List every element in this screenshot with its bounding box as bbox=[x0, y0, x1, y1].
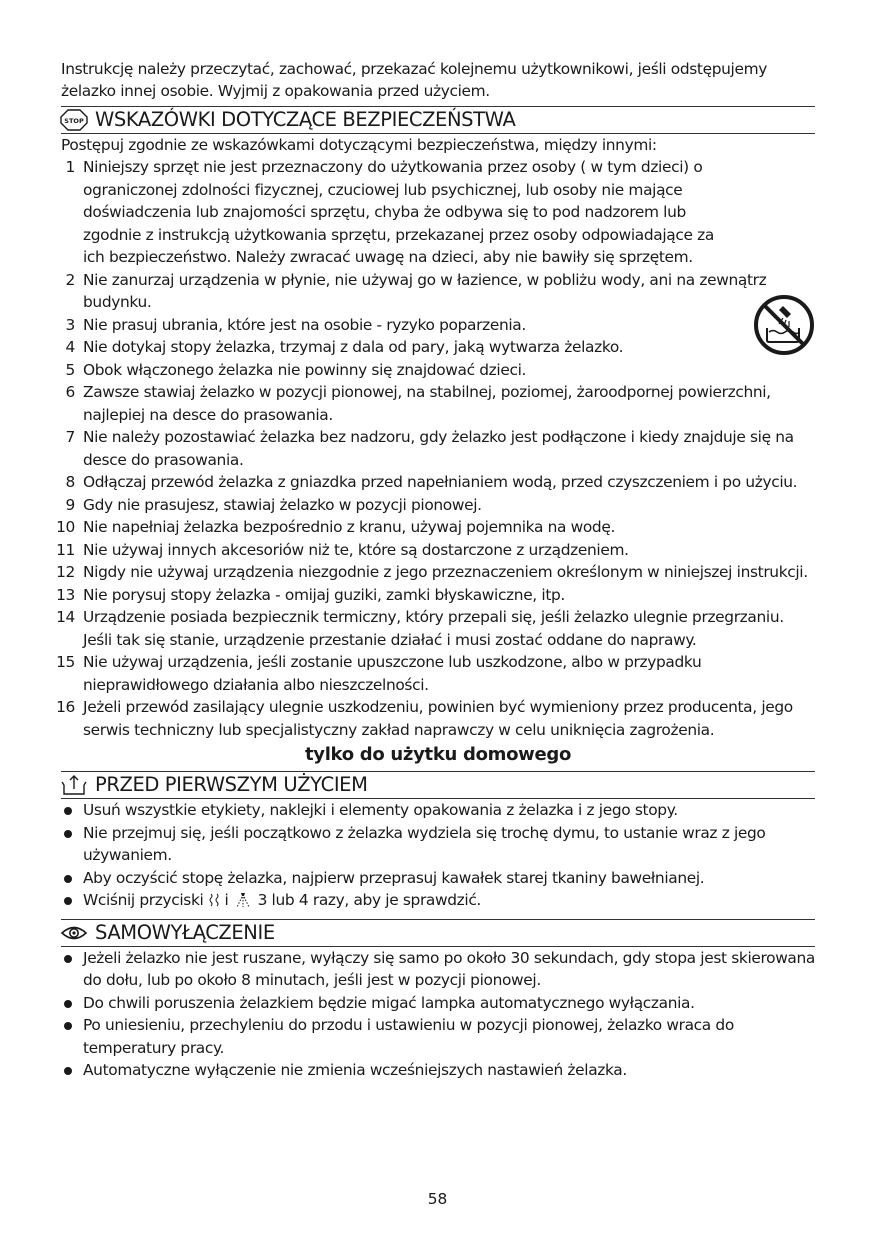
list-item: Aby oczyścić stopę żelazka, najpierw przeprasuj kawałek starej tkaniny bawełnianej. bbox=[61, 867, 815, 890]
auto-off-section-header bbox=[61, 919, 815, 947]
list-item: 9 Gdy nie prasujesz, stawiaj żelazko w pozycji pionowej. bbox=[65, 495, 482, 514]
safety-section-header bbox=[61, 106, 815, 134]
list-item: Usuń wszystkie etykiety, naklejki i elementy opakowania z żelazka i z jego stopy. bbox=[61, 799, 815, 822]
auto-off-list bbox=[61, 947, 815, 1082]
list-item: 11 Nie używaj innych akcesoriów niż te, które są dostarczone z urządzeniem. bbox=[56, 540, 629, 559]
eye-icon bbox=[59, 922, 89, 944]
list-item: Po uniesieniu, przechyleniu do przodu i ustawieniu w pozycji pionowej, żelazko wraca do temperatury pracy. bbox=[61, 1014, 815, 1059]
list-item: 7 Nie należy pozostawiać żelazka bez nadzoru, gdy żelazko jest podłączone i kiedy znajduje się na desce do prasowania. bbox=[65, 428, 794, 469]
list-item: 2 Nie zanurzaj urządzenia w płynie, nie używaj go w łazience, w pobliżu wody, ani na zewnątrz budynku. bbox=[65, 270, 767, 311]
list-item: Jeżeli żelazko nie jest ruszane, wyłączy się samo po około 30 sekundach, gdy stopa jest skierowana do dołu, lub po około 8 minutach, jeśli jest w pozycji pionowej. bbox=[61, 947, 815, 992]
spray-button-icon bbox=[233, 892, 253, 915]
list-item: Nie przejmuj się, jeśli początkowo z żelazka wydziela się trochę dymu, to ustanie wraz z jego używaniem. bbox=[61, 822, 815, 867]
list-item: 3 Nie prasuj ubrania, które jest na osobie - ryzyko poparzenia. bbox=[65, 315, 526, 334]
list-item: 5 Obok włączonego żelazka nie powinny się znajdować dzieci. bbox=[65, 360, 527, 379]
first-use-list bbox=[61, 799, 815, 915]
unpack-box-icon bbox=[59, 774, 89, 796]
intro-text: Instrukcję należy przeczytać, zachować, przekazać kolejnemu użytkownikowi, jeśli odstępujemy żelazko innej osobie. Wyjmij z opakowania przed użyciem. bbox=[61, 60, 767, 100]
list-item: Automatyczne wyłączenie nie zmienia wcześniejszych nastawień żelazka. bbox=[61, 1059, 815, 1082]
steam-button-icon bbox=[208, 892, 220, 915]
svg-text:STOP: STOP bbox=[64, 117, 84, 125]
safety-intro: Postępuj zgodnie ze wskazówkami dotyczącymi bezpieczeństwa, między innymi: bbox=[61, 136, 657, 154]
list-item: 12 Nigdy nie używaj urządzenia niezgodnie z jego przeznaczeniem określonym w niniejszej instrukcji. bbox=[56, 563, 808, 581]
list-item: 4 Nie dotykaj stopy żelazka, trzymaj z dala od pary, jaką wytwarza żelazko. bbox=[65, 338, 624, 356]
safety-list bbox=[56, 156, 815, 741]
list-item: 13 Nie porysuj stopy żelazka - omijaj guziki, zamki błyskawiczne, itp. bbox=[56, 585, 565, 604]
list-item: Do chwili poruszenia żelazkiem będzie migać lampka automatycznego wyłączania. bbox=[61, 992, 815, 1015]
manual-page bbox=[56, 58, 816, 1082]
safety-list-wrap bbox=[56, 156, 815, 741]
list-item: 1 Niniejszy sprzęt nie jest przeznaczony do użytkowania przez osoby ( w tym dzieci) o ograniczonej zdolności fizycznej, czuciowej lub psychicznej, lub osoby nie mające doświadczenia lub znajomości sprzętu, chyba że odbywa się to pod nadzorem lub zgodnie z instrukcją użytkowania sprzętu, przekazanej przez osoby odpowiadające za ich bezpieczeństwo. Należy zwracać uwagę na dzieci, aby nie bawiły się sprzętem. bbox=[65, 158, 714, 266]
list-item: 14 Urządzenie posiada bezpiecznik termiczny, który przepali się, jeśli żelazko ulegnie przegrzaniu. Jeśli tak się stanie, urządzenie przestanie działać i musi zostać oddane do naprawy. bbox=[56, 608, 784, 649]
list-item: 6 Zawsze stawiaj żelazko w pozycji pionowej, na stabilnej, poziomej, żaroodpornej powierzchni, najlepiej na desce do prasowania. bbox=[65, 383, 771, 424]
list-item: 8 Odłączaj przewód żelazka z gniazdka przed napełnianiem wodą, przed czyszczeniem i po użyciu. bbox=[65, 473, 798, 491]
page-number: 58 bbox=[427, 1190, 448, 1208]
list-item: 15 Nie używaj urządzenia, jeśli zostanie upuszczone lub uszkodzone, albo w przypadku nieprawidłowego działania albo nieszczelności. bbox=[56, 653, 702, 694]
list-item: Wciśnij przyciski i 3 lub 4 razy, aby je sprawdzić. bbox=[61, 889, 815, 915]
first-use-title: PRZED PIERWSZYM UŻYCIEM bbox=[95, 773, 368, 796]
safety-title: WSKAZÓWKI DOTYCZĄCE BEZPIECZEŃSTWA bbox=[95, 108, 516, 131]
list-item: 10 Nie napełniaj żelazka bezpośrednio z kranu, używaj pojemnika na wodę. bbox=[56, 518, 616, 536]
list-item: 16 Jeżeli przewód zasilający ulegnie uszkodzeniu, powinien być wymieniony przez producenta, jego serwis techniczny lub specjalistyczny zakład naprawczy w celu uniknięcia zagrożenia. bbox=[56, 698, 793, 739]
auto-off-title: SAMOWYŁĄCZENIE bbox=[95, 920, 275, 944]
stop-sign-icon bbox=[59, 109, 89, 131]
first-use-section-header bbox=[61, 771, 815, 799]
household-use-note: tylko do użytku domowego bbox=[304, 744, 572, 765]
